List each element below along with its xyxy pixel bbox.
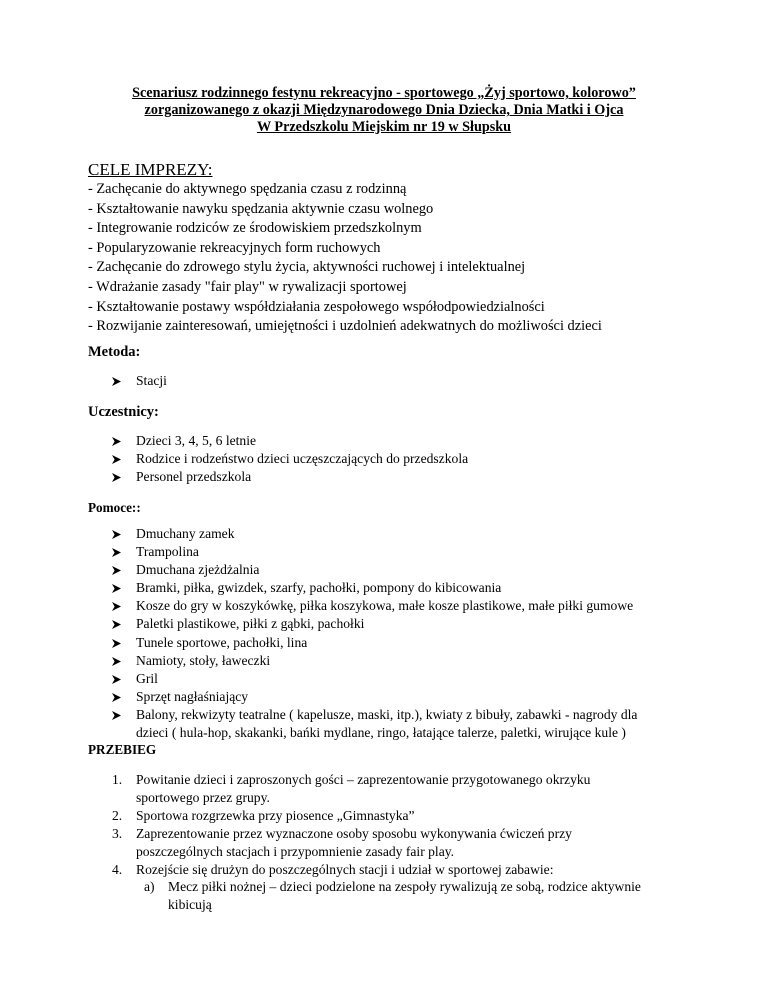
goals-list [88,180,602,337]
sub-item-label: a) [144,879,155,895]
aid-item-label: Balony, rekwizyty teatralne ( kapelusze, maski, itp.), kwiaty z bibuły, zabawki - nagrody dla [136,706,638,722]
sub-item-text: Mecz piłki nożnej – dzieci podzielone na zespoły rywalizują ze sobą, rodzice aktywnie [168,879,641,895]
list-item [112,561,637,579]
list-item [112,525,637,543]
aids-heading: Pomoce:: [88,500,141,515]
aid-item-label: Kosze do gry w koszykówkę, piłka koszykowa, małe kosze plastikowe, małe piłki gumowe [136,598,634,614]
document-title [96,85,672,136]
goal-item: - Zachęcanie do zdrowego stylu życia, aktywności ruchowej i intelektualnej [88,259,526,276]
sub-list-item [112,878,641,914]
arrowhead-bullet-icon [112,620,121,629]
goals-heading: CELE IMPREZY: [88,160,213,179]
aid-item-label: Tunele sportowe, pachołki, lina [136,634,308,650]
arrowhead-bullet-icon [112,584,121,593]
aid-item-label: Trampolina [136,544,199,560]
arrowhead-bullet-icon [112,566,121,575]
method-item-label: Stacji [136,373,167,388]
aid-item-label: Gril [136,670,158,686]
item-text: Sportowa rozgrzewka przy piosence „Gimnastyka” [136,807,415,823]
participant-item-label: Personel przedszkola [136,469,252,485]
list-item [112,861,641,879]
course-list [112,771,641,914]
goal-item: - Popularyzowanie rekreacyjnych form ruchowych [88,239,381,256]
goal-item: - Wdrażanie zasady "fair play" w rywalizacji sportowej [88,278,407,295]
list-item [112,652,637,670]
list-item [112,468,468,486]
list-item [112,706,637,724]
item-text: poszczególnych stacjach i przypomnienie zasady fair play. [136,843,455,859]
arrowhead-bullet-icon [112,548,121,557]
arrowhead-bullet-icon [112,711,121,720]
title-line-2: zorganizowanego z okazji Międzynarodowego Dnia Dziecka, Dnia Matki i Ojca [144,102,624,118]
participants-heading: Uczestnicy: [88,404,159,420]
arrowhead-bullet-icon [112,602,121,611]
goal-item: - Kształtowanie postawy współdziałania zespołowego współodpowiedzialności [88,298,545,315]
list-item [112,670,637,688]
goal-item: - Integrowanie rodziców ze środowiskiem przedszkolnym [88,220,422,237]
item-text: Powitanie dzieci i zaproszonych gości – zaprezentowanie przygotowanego okrzyku [136,772,591,787]
arrowhead-bullet-icon [112,639,121,648]
aid-item-label: Bramki, piłka, gwizdek, szarfy, pachołki, pompony do kibicowania [136,580,502,596]
arrowhead-bullet-icon [112,377,121,386]
goal-item: - Kształtowanie nawyku spędzania aktywnie czasu wolnego [88,200,434,217]
aid-item-label: Paletki plastikowe, piłki z gąbki, pachołki [136,616,365,632]
aids-list [112,525,637,742]
course-heading: PRZEBIEG [88,742,157,757]
arrowhead-bullet-icon [112,455,121,464]
item-number: 4. [112,861,123,877]
item-number: 3. [112,825,123,841]
aid-item-label: Namioty, stoły, ławeczki [136,652,271,668]
list-item [112,543,637,561]
participant-item-label: Rodzice i rodzeństwo dzieci uczęszczających do przedszkola [136,451,469,467]
list-item [112,688,637,706]
list-item [112,807,641,825]
list-item [112,579,637,597]
arrowhead-bullet-icon [112,657,121,666]
item-number: 2. [112,807,123,823]
title-line-3: W Przedszkolu Miejskim nr 19 w Słupsku [256,119,512,135]
aid-item-label: Dmuchany zamek [136,526,235,541]
aid-item-continuation: dzieci ( hula-hop, skakanki, bańki mydlane, ringo, łatające talerze, paletki, wirujące kule ) [136,725,626,741]
arrowhead-bullet-icon [112,693,121,702]
arrowhead-bullet-icon [112,675,121,684]
list-item [112,771,641,807]
aid-item-label: Sprzęt nagłaśniający [136,688,249,704]
list-item [112,615,637,633]
item-number: 1. [112,772,123,787]
arrowhead-bullet-icon [112,530,121,539]
list-item [112,597,637,615]
sub-item-text: kibicują [168,897,212,913]
item-text: Zaprezentowanie przez wyznaczone osoby sposobu wykonywania ćwiczeń przy [136,825,572,841]
item-text: Rozejście się drużyn do poszczególnych stacji i udział w sportowej zabawie: [136,861,554,877]
method-list [112,372,167,390]
list-item [112,432,468,450]
arrowhead-bullet-icon [112,473,121,482]
title-line-1: Scenariusz rodzinnego festynu rekreacyjno - sportowego „Żyj sportowo, kolorowo” [132,85,636,101]
list-item [112,450,468,468]
arrowhead-bullet-icon [112,437,121,446]
item-text: sportowego przez grupy. [136,789,270,805]
list-item [112,825,641,861]
list-item [112,372,167,390]
participants-list [112,432,468,486]
aid-item-label: Dmuchana zjeżdżalnia [136,562,260,578]
goal-item: - Zachęcanie do aktywnego spędzania czasu z rodzinną [88,181,407,197]
goal-item: - Rozwijanie zainteresowań, umiejętności i uzdolnień adekwatnych do możliwości dzieci [88,318,602,335]
method-heading: Metoda: [88,344,141,360]
list-item [112,634,637,652]
participant-item-label: Dzieci 3, 4, 5, 6 letnie [136,433,257,448]
